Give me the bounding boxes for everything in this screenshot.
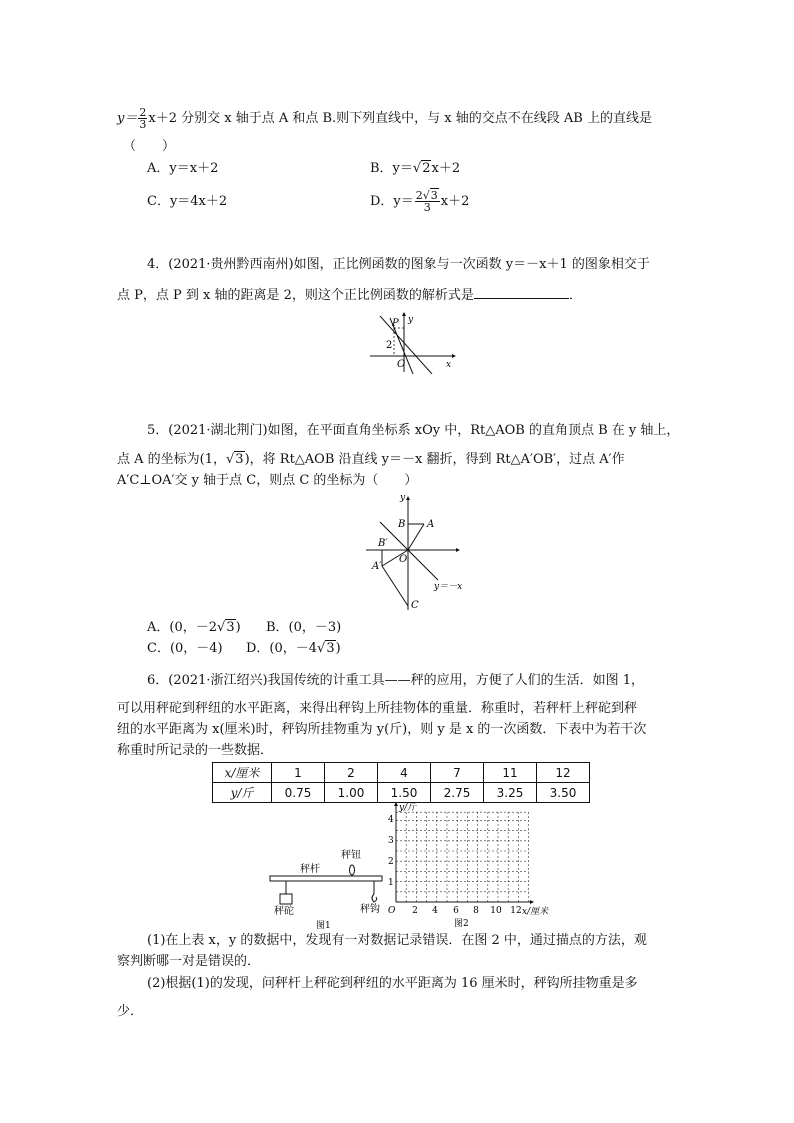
- table-cell: 1.00: [325, 783, 378, 803]
- q6-stem-line1: 6．(2021·浙江绍兴)我国传统的计重工具——秤的应用，方便了人们的生活．如图 1，: [147, 673, 645, 688]
- q3-option-d: D．y＝ $\frac{2√3}{3}$ x＋2: [370, 189, 470, 214]
- q4-label-y: y: [408, 315, 414, 325]
- fig2-ytick: 3: [388, 836, 394, 846]
- q4-label-p: P: [392, 318, 399, 329]
- fig2-ylabel: y/斤: [399, 803, 417, 813]
- q6-data-table: [212, 762, 590, 803]
- fig2-xtick: 12: [510, 906, 522, 916]
- q4-figure: [360, 312, 460, 374]
- q4-label-2: 2: [386, 340, 393, 351]
- fig2-ytick: 2: [388, 857, 394, 867]
- fig2-ytick: 4: [388, 815, 394, 825]
- q5-option-d: D．(0，－4√3): [246, 641, 341, 656]
- table-cell: 1.50: [378, 783, 431, 803]
- q5-label-o: O: [399, 554, 408, 565]
- table-cell: 11: [484, 763, 537, 783]
- q6-sub2-line1: (2)根据(1)的发现，问秤杆上秤砣到秤纽的水平距离为 16 厘米时，秤钩所挂物重是多: [147, 976, 638, 991]
- table-cell: 2: [325, 763, 378, 783]
- q5-stem-line3: A′C⊥OA′交 y 轴于点 C，则点 C 的坐标为（ ）: [117, 473, 418, 488]
- q6-sub1-line1: (1)在上表 x，y 的数据中，发现有一对数据记录错误．在图 2 中，通过描点的方法，观: [147, 933, 647, 948]
- q5-label-a: A: [427, 519, 435, 530]
- q5-label-y: y: [400, 494, 406, 503]
- q5-label-aprime: A′: [372, 561, 382, 572]
- fig2-xtick: 2: [412, 906, 418, 916]
- q5-label-c: C: [411, 600, 419, 611]
- q5-stem-line2: 点 A 的坐标为(1，√3)，将 Rt△AOB 沿直线 y＝－x 翻折，得到 Rt△A′OB′，过点 A′作: [117, 452, 625, 467]
- q3-option-a: A．y＝x＋2: [147, 161, 219, 176]
- q3-option-b: B．y＝√2x＋2: [370, 161, 461, 176]
- q5-label-b: B: [398, 519, 406, 530]
- q5-option-c: C．(0，－4): [147, 641, 223, 656]
- table-cell: 0.75: [272, 783, 325, 803]
- table-cell: 4: [378, 763, 431, 783]
- table-header-x: x/厘米: [213, 763, 272, 783]
- table-header-y: y/斤: [213, 783, 272, 803]
- q4-stem-line2: 点 P，点 P 到 x 轴的距离是 2，则这个正比例函数的解析式是 ．: [117, 285, 582, 305]
- table-cell: 3.50: [537, 783, 590, 803]
- q3-fraction: $\frac{2}{3}$: [139, 106, 147, 131]
- q6-stem-line2: 可以用秤砣到秤纽的水平距离，来得出秤钩上所挂物体的重量．称重时，若秤杆上秤砣到秤: [117, 701, 638, 716]
- fig1-caption: 图1: [316, 921, 331, 930]
- q5-label-line: y＝－x: [434, 582, 463, 592]
- fig2-origin: O: [388, 906, 396, 916]
- q5-stem-line1: 5．(2021·湖北荆门)如图，在平面直角坐标系 xOy 中，Rt△AOB 的直角顶点 B 在 y 轴上，: [147, 423, 680, 438]
- q4-label-x: x: [446, 360, 452, 370]
- q5-option-a: A．(0，－2√3): [147, 620, 241, 635]
- table-cell: 12: [537, 763, 590, 783]
- fig2-xtick: 4: [432, 906, 438, 916]
- q3-stem-line1: y＝ $\frac{2}{3}$ x＋2 分别交 x 轴于点 A 和点 B.则下列直线中，与 x 轴的交点不在线段 AB 上的直线是: [117, 106, 652, 131]
- q5-option-b: B．(0，－3): [266, 620, 342, 635]
- table-row-x: [213, 763, 590, 783]
- fig2-caption: 图2: [454, 919, 469, 929]
- table-cell: 3.25: [484, 783, 537, 803]
- q4-answer-blank: [474, 285, 569, 299]
- fig1-label-rod: 秤杆: [300, 864, 320, 875]
- table-cell: 1: [272, 763, 325, 783]
- fig2-xtick: 10: [490, 906, 502, 916]
- q6-sub1-line2: 察判断哪一对是错误的．: [117, 954, 261, 969]
- q6-sub2-line2: 少．: [117, 1004, 144, 1019]
- fig2-xtick: 6: [453, 906, 459, 916]
- q6-figure2: [384, 800, 562, 930]
- table-cell: 2.75: [431, 783, 484, 803]
- q5-figure: [360, 494, 466, 614]
- fig2-ytick: 1: [388, 878, 394, 888]
- table-cell: 7: [431, 763, 484, 783]
- q6-stem-line4: 称重时所记录的一些数据．: [117, 743, 274, 758]
- q6-stem-line3: 纽的水平距离为 x(厘米)时，秤钩所挂物重为 y(斤)，则 y 是 x 的一次函数．下表中为若干次: [117, 722, 647, 737]
- q4-label-o: O: [397, 359, 406, 370]
- q5-label-bprime: B′: [378, 538, 388, 549]
- fig1-label-weight: 秤砣: [274, 906, 294, 917]
- fig2-xtick: 8: [473, 906, 479, 916]
- q3-answer-paren: （ ）: [123, 139, 176, 154]
- fig1-label-knob: 秤钮: [341, 850, 361, 861]
- fig2-xlabel: x/厘米: [522, 907, 549, 917]
- fig2-grid: [396, 812, 529, 902]
- q4-stem-line1: 4．(2021·贵州黔西南州)如图，正比例函数的图象与一次函数 y＝－x＋1 的图象相交于: [147, 257, 650, 272]
- q6-figure1: [266, 848, 388, 930]
- fig1-label-hook: 秤钩: [360, 904, 380, 915]
- q3-option-c: C．y＝4x＋2: [147, 194, 228, 209]
